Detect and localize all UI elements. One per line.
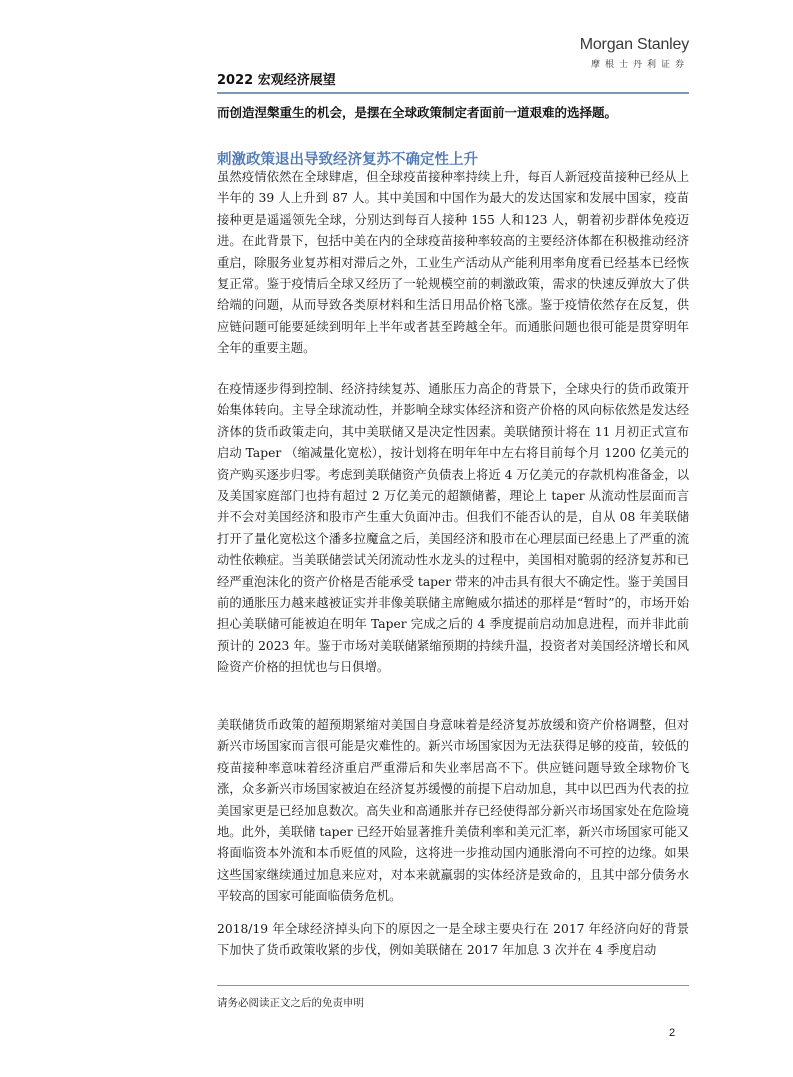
disclaimer-note: 请务必阅读正文之后的免责申明 [217, 997, 364, 1009]
body-paragraph-3: 美联储货币政策的超预期紧缩对美国自身意味着是经济复苏放缓和资产价格调整，但对新兴市场国家而言很可能是灾难性的。新兴市场国家因为无法获得足够的疫苗，较低的疫苗接种率意味着经济重启严重滞后和失业率居高不下。供应链问题导致全球物价飞涨，众多新兴市场国家被迫在经济复苏缓慢的前提下启动加息，其中以巴西为代表的拉美国家更是已经加息数次。高失业和高通胀并存已经使得部分新兴市场国家处在危险境地。此外，美联储 taper 已经开始显著推升美债利率和美元汇率，新兴市场国家可能又将面临资本外流和本币贬值的风险，这将进一步推动国内通胀滑向不可控的边缘。如果这些国家继续通过加息来应对，对本来就羸弱的实体经济是致命的，且其中部分债务水平较高的国家可能面临债务危机。 [217, 718, 689, 904]
brand-name: Morgan Stanley [579, 36, 689, 53]
footer-divider [217, 985, 689, 986]
body-paragraph-2: 在疫情逐步得到控制、经济持续复苏、通胀压力高企的背景下，全球央行的货币政策开始集体转向。主导全球流动性，并影响全球实体经济和资产价格的风向标依然是发达经济体的货币政策走向，其中美联储又是决定性因素。美联储预计将在 11 月初正式宣布启动 Taper （缩减量化宽松），按计划将在明年年中左右将目前每个月 1200 亿美元的资产购买逐步归零。考虑到美联储资产负债表上将近 4 万亿美元的存款机构准备金，以及美国家庭部门也持有超过 2 万亿美元的超额储蓄，理论上 taper 从流动性层面而言并不会对美国经济和股市产生重大负面冲击。但我们不能否认的是，自从 08 年美联储打开了量化宽松这个潘多拉魔盒之后，美国经济和股市在心理层面已经患上了严重的流动性依赖症。当美联储尝试关闭流动性水龙头的过程中，美国相对脆弱的经济复苏和已经严重泡沫化的资产价格是否能承受 taper 带来的冲击具有很大不确定性。鉴于美国目前的通胀压力越来越被证实并非像美联储主席鲍威尔描述的那样是“暂时”的，市场开始担心美联储可能被迫在明年 Taper 完成之后的 4 季度提前启动加息进程，而并非此前预计的 2023 年。鉴于市场对美联储紧缩预期的持续升温，投资者对美国经济增长和风险资产价格的担忧也与日俱增。 [217, 382, 689, 675]
body-paragraph-1: 虽然疫情依然在全球肆虐，但全球疫苗接种率持续上升，每百人新冠疫苗接种已经从上半年的 39 人上升到 87 人。其中美国和中国作为最大的发达国家和发展中国家，疫苗接种更是遥遥领先全球，分别达到每百人接种 155 人和123 人，朝着初步群体免疫迈进。在此背景下，包括中美在内的全球疫苗接种率较高的主要经济体都在积极推动经济重启，除服务业复苏相对滞后之外，工业生产活动从产能利用率角度看已经基本已经恢复正常。鉴于疫情后全球又经历了一轮规模空前的刺激政策，需求的快速反弹放大了供给端的问题，从而导致各类原材料和生活日用品价格飞涨。鉴于疫情依然存在反复，供应链问题可能要延续到明年上半年或者甚至跨越全年。而通胀问题也很可能是贯穿明年全年的重要主题。 [217, 170, 689, 356]
intro-sentence: 而创造涅槃重生的机会，是摆在全球政策制定者面前一道艰难的选择题。 [217, 105, 618, 120]
body-paragraph-4: 2018/19 年全球经济掉头向下的原因之一是全球主要央行在 2017 年经济向好的背景下加快了货币政策收紧的步伐，例如美联储在 2017 年加息 3 次并在 4 季度启动 [217, 922, 689, 958]
page-number: 2 [669, 1027, 676, 1039]
header-divider [217, 92, 689, 94]
report-title: 2022 宏观经济展望 [217, 73, 336, 88]
brand-cn-name: 摩根士丹利证券 [590, 60, 689, 70]
brand-logo [580, 36, 689, 70]
section-heading: 刺激政策退出导致经济复苏不确定性上升 [217, 152, 478, 168]
